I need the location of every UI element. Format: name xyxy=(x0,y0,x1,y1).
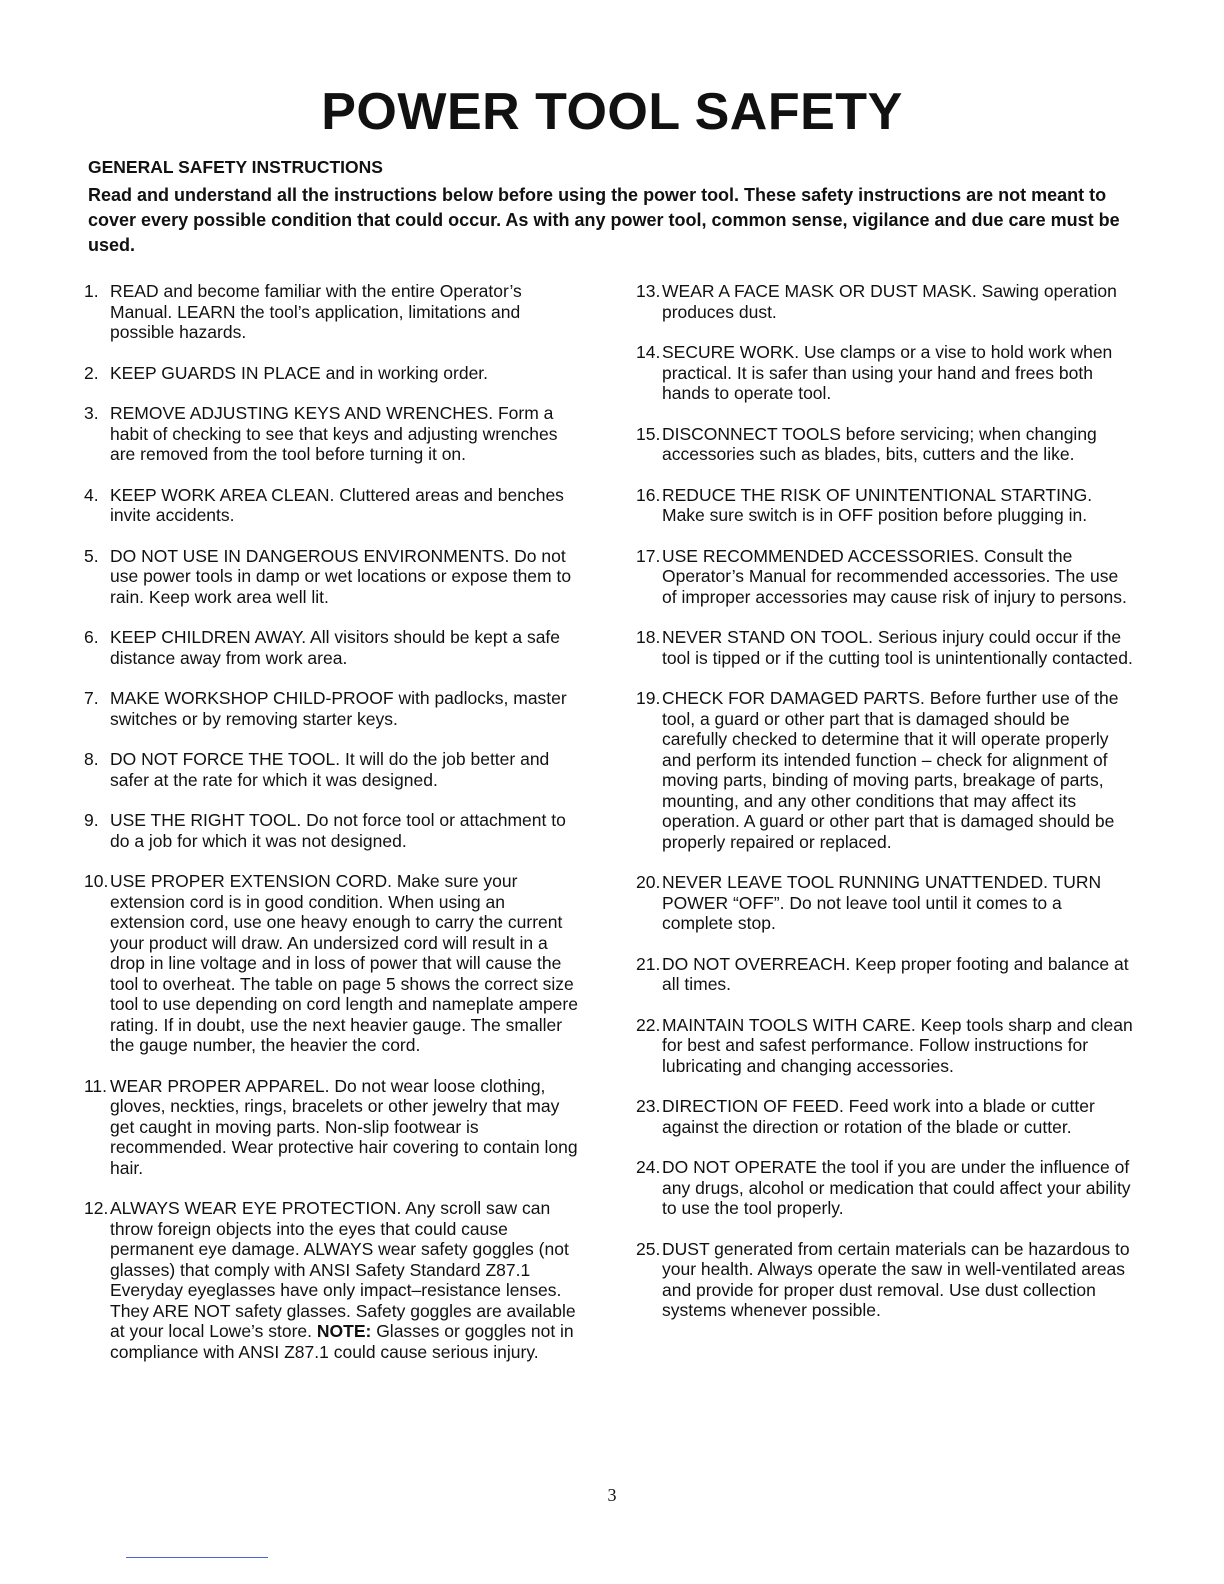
item-text: KEEP WORK AREA CLEAN. Cluttered areas and benches invite accidents. xyxy=(110,484,564,525)
item-number: 11. xyxy=(84,1075,108,1096)
item-text-part: ALWAYS WEAR EYE PROTECTION. Any scroll saw can throw foreign objects into the eyes that could cause permanent eye damage. ALWAYS wear safety goggles (not glasses) that comply with ANSI Safety Standard Z87.1 Everyday eyeglasses have only impact–resistance lenses. They ARE NOT safety glasses. Safety goggles are available at your local Lowe’s store. xyxy=(110,1198,576,1341)
item-text-part: Glasses or goggles not in compliance with ANSI Z87.1 could cause serious injury. xyxy=(110,1321,574,1362)
item-number: 2. xyxy=(84,362,99,383)
instruction-item-25 xyxy=(636,1239,1136,1321)
item-text: DO NOT OPERATE the tool if you are under the influence of any drugs, alcohol or medication that could affect your ability to use the tool properly. xyxy=(662,1157,1131,1218)
item-text: WEAR A FACE MASK OR DUST MASK. Sawing operation produces dust. xyxy=(662,281,1117,322)
item-text: DUST generated from certain materials can be hazardous to your health. Always operate the saw in well-ventilated areas and provide for proper dust removal. Use dust collection systems whenever possible. xyxy=(662,1238,1130,1320)
item-number: 7. xyxy=(84,688,99,708)
item-text: NEVER STAND ON TOOL. Serious injury could occur if the tool is tipped or if the cutting tool is unintentionally contacted. xyxy=(662,627,1133,668)
instruction-item-1 xyxy=(84,281,584,343)
instruction-item-22 xyxy=(636,1015,1136,1077)
item-text: USE PROPER EXTENSION CORD. Make sure your extension cord is in good condition. When using an extension cord, use one heavy enough to carry the current your product will draw. An undersized cord will result in a drop in line voltage and in loss of power that will cause the tool to overheat. The table on page 5 shows the correct size tool to use depending on cord length and nameplate ampere rating. If in doubt, use the next heavier gauge. The smaller the gauge number, the heavier the cord. xyxy=(110,871,578,1055)
item-number: 25. xyxy=(636,1238,661,1259)
instruction-item-5 xyxy=(84,546,584,608)
item-number: 22. xyxy=(636,1014,661,1035)
instruction-item-4 xyxy=(84,485,584,526)
instruction-item-20 xyxy=(636,872,1136,934)
instruction-item-6 xyxy=(84,627,584,668)
item-text: NEVER LEAVE TOOL RUNNING UNATTENDED. TURN POWER “OFF”. Do not leave tool until it comes to a complete stop. xyxy=(662,872,1102,933)
item-text: READ and become familiar with the entire Operator’s Manual. LEARN the tool’s application, limitations and possible hazards. xyxy=(110,281,522,342)
item-number: 14. xyxy=(636,342,661,362)
instruction-item-13 xyxy=(636,281,1136,322)
instructions-left-column xyxy=(84,281,584,1382)
footer-rule xyxy=(126,1557,268,1558)
item-number: 18. xyxy=(636,627,661,647)
item-text: DO NOT USE IN DANGEROUS ENVIRONMENTS. Do not use power tools in damp or wet locations or expose them to rain. Keep work area well lit. xyxy=(110,545,572,607)
item-text: KEEP GUARDS IN PLACE and in working order. xyxy=(110,362,489,383)
item-number: 12. xyxy=(84,1198,109,1218)
instruction-item-24 xyxy=(636,1157,1136,1219)
item-number: 21. xyxy=(636,953,661,974)
instruction-item-16 xyxy=(636,485,1136,526)
item-number: 24. xyxy=(636,1157,661,1177)
item-text: USE THE RIGHT TOOL. Do not force tool or attachment to do a job for which it was not designed. xyxy=(110,810,566,851)
item-number: 10. xyxy=(84,871,109,891)
item-text: CHECK FOR DAMAGED PARTS. Before further use of the tool, a guard or other part that is damaged should be carefully checked to determine that it will operate properly and perform its intended function – check for alignment of moving parts, binding of moving parts, breakage of parts, mounting, and any other conditions that may affect its operation. A guard or other part that is damaged should be properly repaired or replaced. xyxy=(662,688,1119,852)
instruction-item-17 xyxy=(636,546,1136,608)
instruction-item-10 xyxy=(84,871,584,1056)
item-text: REMOVE ADJUSTING KEYS AND WRENCHES. Form a habit of checking to see that keys and adjusting wrenches are removed from the tool before turning it on. xyxy=(110,403,558,464)
item-number: 13. xyxy=(636,281,661,301)
page-title: POWER TOOL SAFETY xyxy=(321,83,903,141)
instruction-item-11 xyxy=(84,1076,584,1179)
item-number: 8. xyxy=(84,749,99,769)
item-number: 17. xyxy=(636,545,661,566)
item-number: 1. xyxy=(84,281,99,301)
item-text: MAINTAIN TOOLS WITH CARE. Keep tools sharp and clean for best and safest performance. Follow instructions for lubricating and changing accessories. xyxy=(662,1014,1133,1076)
instruction-item-9 xyxy=(84,810,584,851)
item-text: DO NOT FORCE THE TOOL. It will do the job better and safer at the rate for which it was designed. xyxy=(110,749,550,790)
instruction-item-2 xyxy=(84,363,584,384)
item-text: REDUCE THE RISK OF UNINTENTIONAL STARTING. Make sure switch is in OFF position before plugging in. xyxy=(662,484,1093,525)
intro-paragraph: Read and understand all the instructions below before using the power tool. These safety instructions are not meant to cover every possible condition that could occur. As with any power tool, common sense, vigilance and due care must be used. xyxy=(88,185,1120,255)
instruction-item-14 xyxy=(636,342,1136,404)
item-number: 9. xyxy=(84,810,99,830)
instruction-item-23 xyxy=(636,1096,1136,1137)
instructions-right-column xyxy=(636,281,1136,1341)
instruction-item-19 xyxy=(636,688,1136,852)
instruction-item-21 xyxy=(636,954,1136,995)
section-heading: GENERAL SAFETY INSTRUCTIONS xyxy=(88,157,383,177)
item-text xyxy=(110,1198,584,1362)
item-number: 4. xyxy=(84,484,99,505)
item-number: 3. xyxy=(84,403,99,423)
item-number: 15. xyxy=(636,423,661,444)
item-number: 20. xyxy=(636,872,661,892)
item-number: 16. xyxy=(636,484,661,505)
note-label: NOTE: xyxy=(316,1321,372,1341)
item-number: 6. xyxy=(84,627,99,647)
instruction-item-15 xyxy=(636,424,1136,465)
item-text: MAKE WORKSHOP CHILD-PROOF with padlocks, master switches or by removing starter keys. xyxy=(110,688,567,729)
item-number: 23. xyxy=(636,1096,661,1116)
item-number: 19. xyxy=(636,688,661,708)
instruction-item-8 xyxy=(84,749,584,790)
item-text: DO NOT OVERREACH. Keep proper footing and balance at all times. xyxy=(662,953,1129,994)
instruction-item-7 xyxy=(84,688,584,729)
item-text: DIRECTION OF FEED. Feed work into a blade or cutter against the direction or rotation of the blade or cutter. xyxy=(662,1096,1095,1137)
item-text: SECURE WORK. Use clamps or a vise to hold work when practical. It is safer than using your hand and frees both hands to operate tool. xyxy=(662,342,1113,403)
item-text: USE RECOMMENDED ACCESSORIES. Consult the Operator’s Manual for recommended accessories. The use of improper accessories may cause risk of injury to persons. xyxy=(662,545,1127,607)
item-number: 5. xyxy=(84,545,99,566)
instruction-item-3 xyxy=(84,403,584,465)
page-number: 3 xyxy=(607,1485,617,1505)
item-text: WEAR PROPER APPAREL. Do not wear loose clothing, gloves, neckties, rings, bracelets or other jewelry that may get caught in moving parts. Non-slip footwear is recommended. Wear protective hair covering to contain long hair. xyxy=(110,1075,578,1178)
item-text: KEEP CHILDREN AWAY. All visitors should be kept a safe distance away from work area. xyxy=(110,627,561,668)
instruction-item-12 xyxy=(84,1198,584,1362)
item-text: DISCONNECT TOOLS before servicing; when changing accessories such as blades, bits, cutters and the like. xyxy=(662,423,1097,464)
instruction-item-18 xyxy=(636,627,1136,668)
